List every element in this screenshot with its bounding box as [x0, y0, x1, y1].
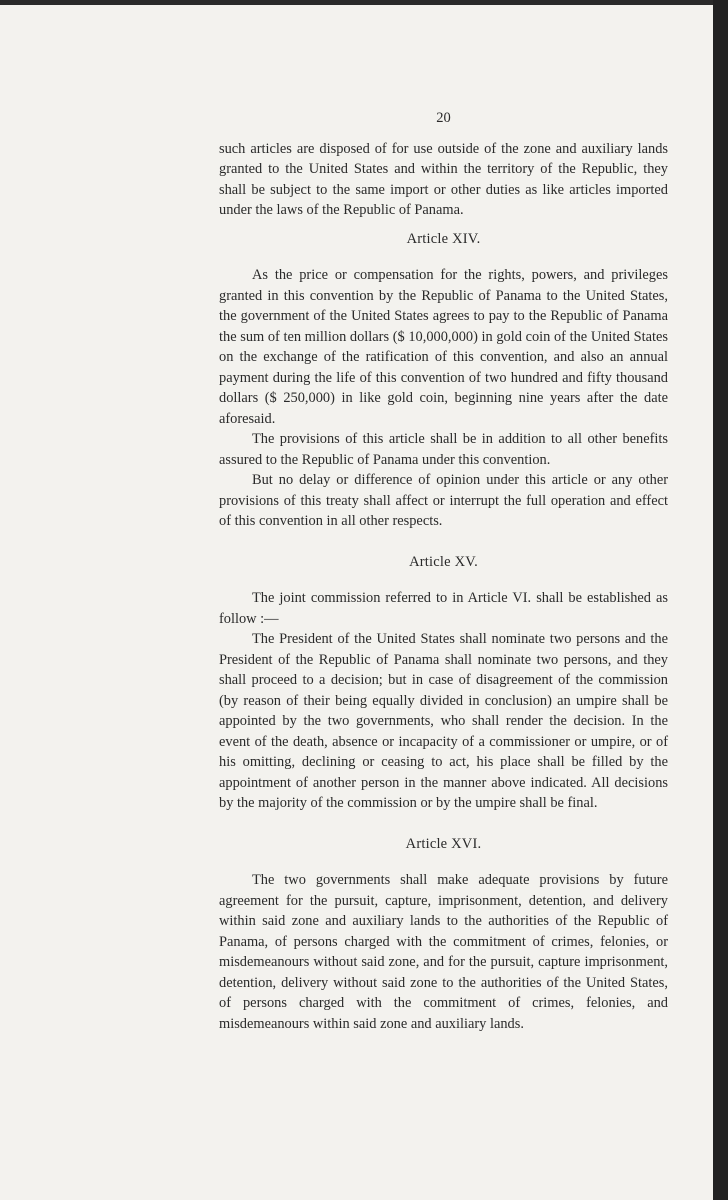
- heading-article-xv: Article XV.: [409, 553, 478, 570]
- paragraph-xv-1: The joint commission referred to in Article VI. shall be established as follow :—: [219, 590, 668, 627]
- scan-border-top: [0, 0, 728, 5]
- heading-article-xvi: Article XVI.: [405, 835, 482, 852]
- paragraph-intro: such articles are disposed of for use outside of the zone and auxiliary lands granted to the United States and within the territory of the Republic, they shall be subject to the same import or other duties as like articles imported under the laws of the Republic of Panama.: [219, 140, 668, 218]
- scan-border-right: [713, 0, 728, 1200]
- spacer: [219, 532, 668, 544]
- page-number: 20: [436, 110, 451, 126]
- paragraph-xiv-3: But no delay or difference of opinion under this article or any other provisions of this treaty shall affect or interrupt the full operation and effect of this convention in all other respects.: [219, 472, 668, 529]
- heading-article-xiv: Article XIV.: [406, 230, 481, 247]
- text-column: [219, 108, 668, 1034]
- paragraph-xv-2: The President of the United States shall nominate two persons and the President of the Republic of Panama shall nominate two persons, and they shall proceed to a decision; but in case of disagreement of the commission (by reason of their being equally divided in conclusion) an umpire shall be appointed by the two governments, who shall render the decision. In the event of the death, absence or incapacity of a commissioner or umpire, or of his omitting, declining or ceasing to act, his place shall be filled by the appointment of another person in the manner above indicated. All decisions by the majority of the commission or by the umpire shall be final.: [219, 631, 668, 811]
- paragraph-xiv-1: As the price or compensation for the rights, powers, and privileges granted in this convention by the Republic of Panama to the United States, the government of the United States agrees to pay to the Republic of Panama the sum of ten million dollars ($ 10,000,000) in gold coin of the United States on the exchange of the ratification of this convention, and also an annual payment during the life of this convention of two hundred and fifty thousand dollars ($ 250,000) in like gold coin, beginning nine years after the date aforesaid.: [219, 267, 668, 427]
- spacer: [219, 814, 668, 826]
- paragraph-xvi-1: The two governments shall make adequate provisions by future agreement for the pursuit, capture, imprisonment, detention, and delivery within said zone and auxiliary lands to the authorities of the Republic of Panama, of persons charged with the commitment of crimes, felonies, or misdemeanours without said zone, and for the pursuit, capture imprisonment, detention, delivery without said zone to the authorities of the United States, of persons charged with the commitment of crimes, felonies, and misdemeanours within said zone and auxiliary lands.: [219, 872, 668, 1032]
- paragraph-xiv-2: The provisions of this article shall be in addition to all other benefits assured to the Republic of Panama under this convention.: [219, 431, 668, 468]
